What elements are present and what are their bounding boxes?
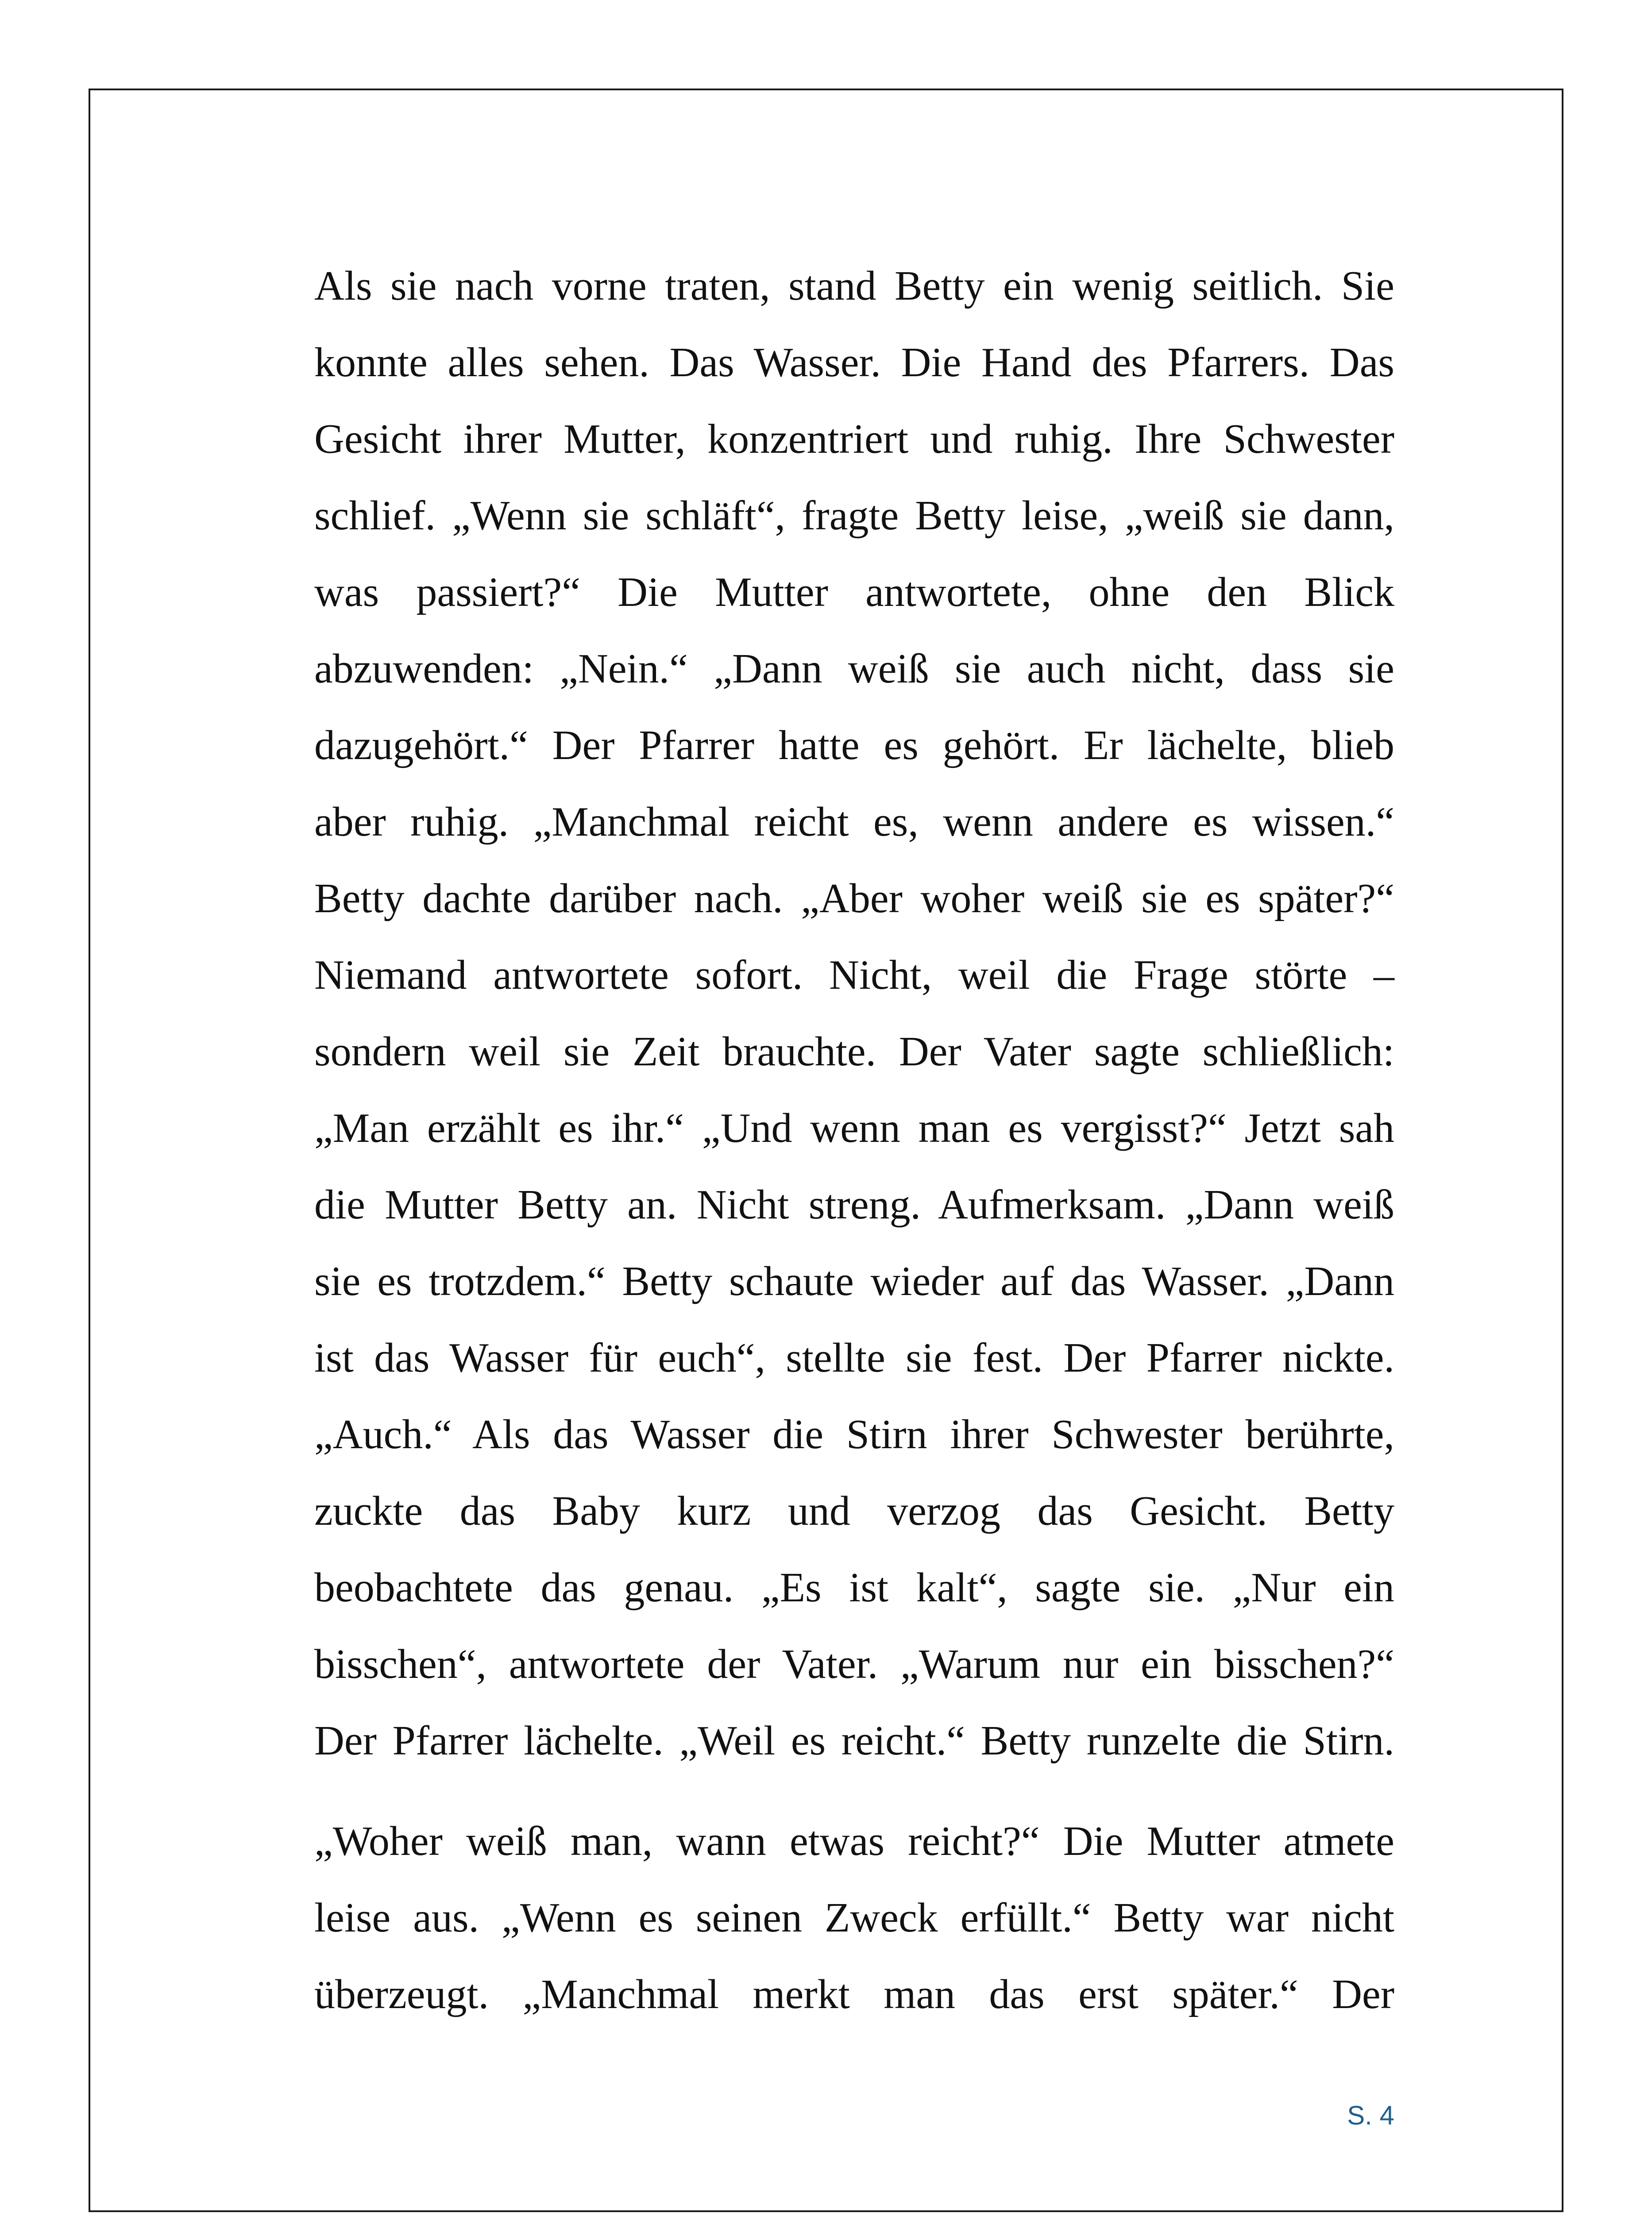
text-line: aber ruhig. „Manchmal reicht es, wenn andere es wissen.“ [314,799,1394,845]
text-line: Als sie nach vorne traten, stand Betty ein wenig seitlich. Sie [314,263,1394,309]
body-text [314,248,1394,2033]
text-line: Der Pfarrer lächelte. „Weil es reicht.“ Betty runzelte die Stirn. [314,1718,1394,1764]
text-line: ist das Wasser für euch“, stellte sie fest. Der Pfarrer nickte. [314,1335,1394,1381]
text-line: „Man erzählt es ihr.“ „Und wenn man es vergisst?“ Jetzt sah [314,1105,1394,1151]
text-line: „Auch.“ Als das Wasser die Stirn ihrer Schwester berührte, [314,1411,1394,1457]
text-line: bisschen“, antwortete der Vater. „Warum nur ein bisschen?“ [314,1641,1394,1687]
text-line: schlief. „Wenn sie schläft“, fragte Betty leise, „weiß sie dann, [314,493,1394,539]
text-line: überzeugt. „Manchmal merkt man das erst später.“ Der [314,1971,1394,2017]
text-line: Gesicht ihrer Mutter, konzentriert und ruhig. Ihre Schwester [314,416,1394,462]
text-line: was passiert?“ Die Mutter antwortete, ohne den Blick [314,569,1394,615]
text-line: konnte alles sehen. Das Wasser. Die Hand des Pfarrers. Das [314,339,1394,386]
text-line: leise aus. „Wenn es seinen Zweck erfüllt.“ Betty war nicht [314,1895,1394,1941]
text-line: zuckte das Baby kurz und verzog das Gesicht. Betty [314,1488,1394,1534]
paragraph-2 [314,1803,1394,2033]
text-line: sondern weil sie Zeit brauchte. Der Vater sagte schließlich: [314,1029,1394,1075]
text-line: dazugehört.“ Der Pfarrer hatte es gehört. Er lächelte, blieb [314,722,1394,768]
page-number: S. 4 [1347,2101,1394,2130]
text-line: abzuwenden: „Nein.“ „Dann weiß sie auch nicht, dass sie [314,646,1394,692]
text-line: die Mutter Betty an. Nicht streng. Aufmerksam. „Dann weiß [314,1182,1394,1228]
text-line: beobachtete das genau. „Es ist kalt“, sagte sie. „Nur ein [314,1565,1394,1611]
text-line: Betty dachte darüber nach. „Aber woher weiß sie es später?“ [314,875,1394,921]
paragraph-1 [314,248,1394,1779]
text-line: sie es trotzdem.“ Betty schaute wieder auf das Wasser. „Dann [314,1258,1394,1304]
text-line: „Woher weiß man, wann etwas reicht?“ Die Mutter atmete [314,1818,1394,1864]
text-line: Niemand antwortete sofort. Nicht, weil die Frage störte – [314,952,1394,998]
